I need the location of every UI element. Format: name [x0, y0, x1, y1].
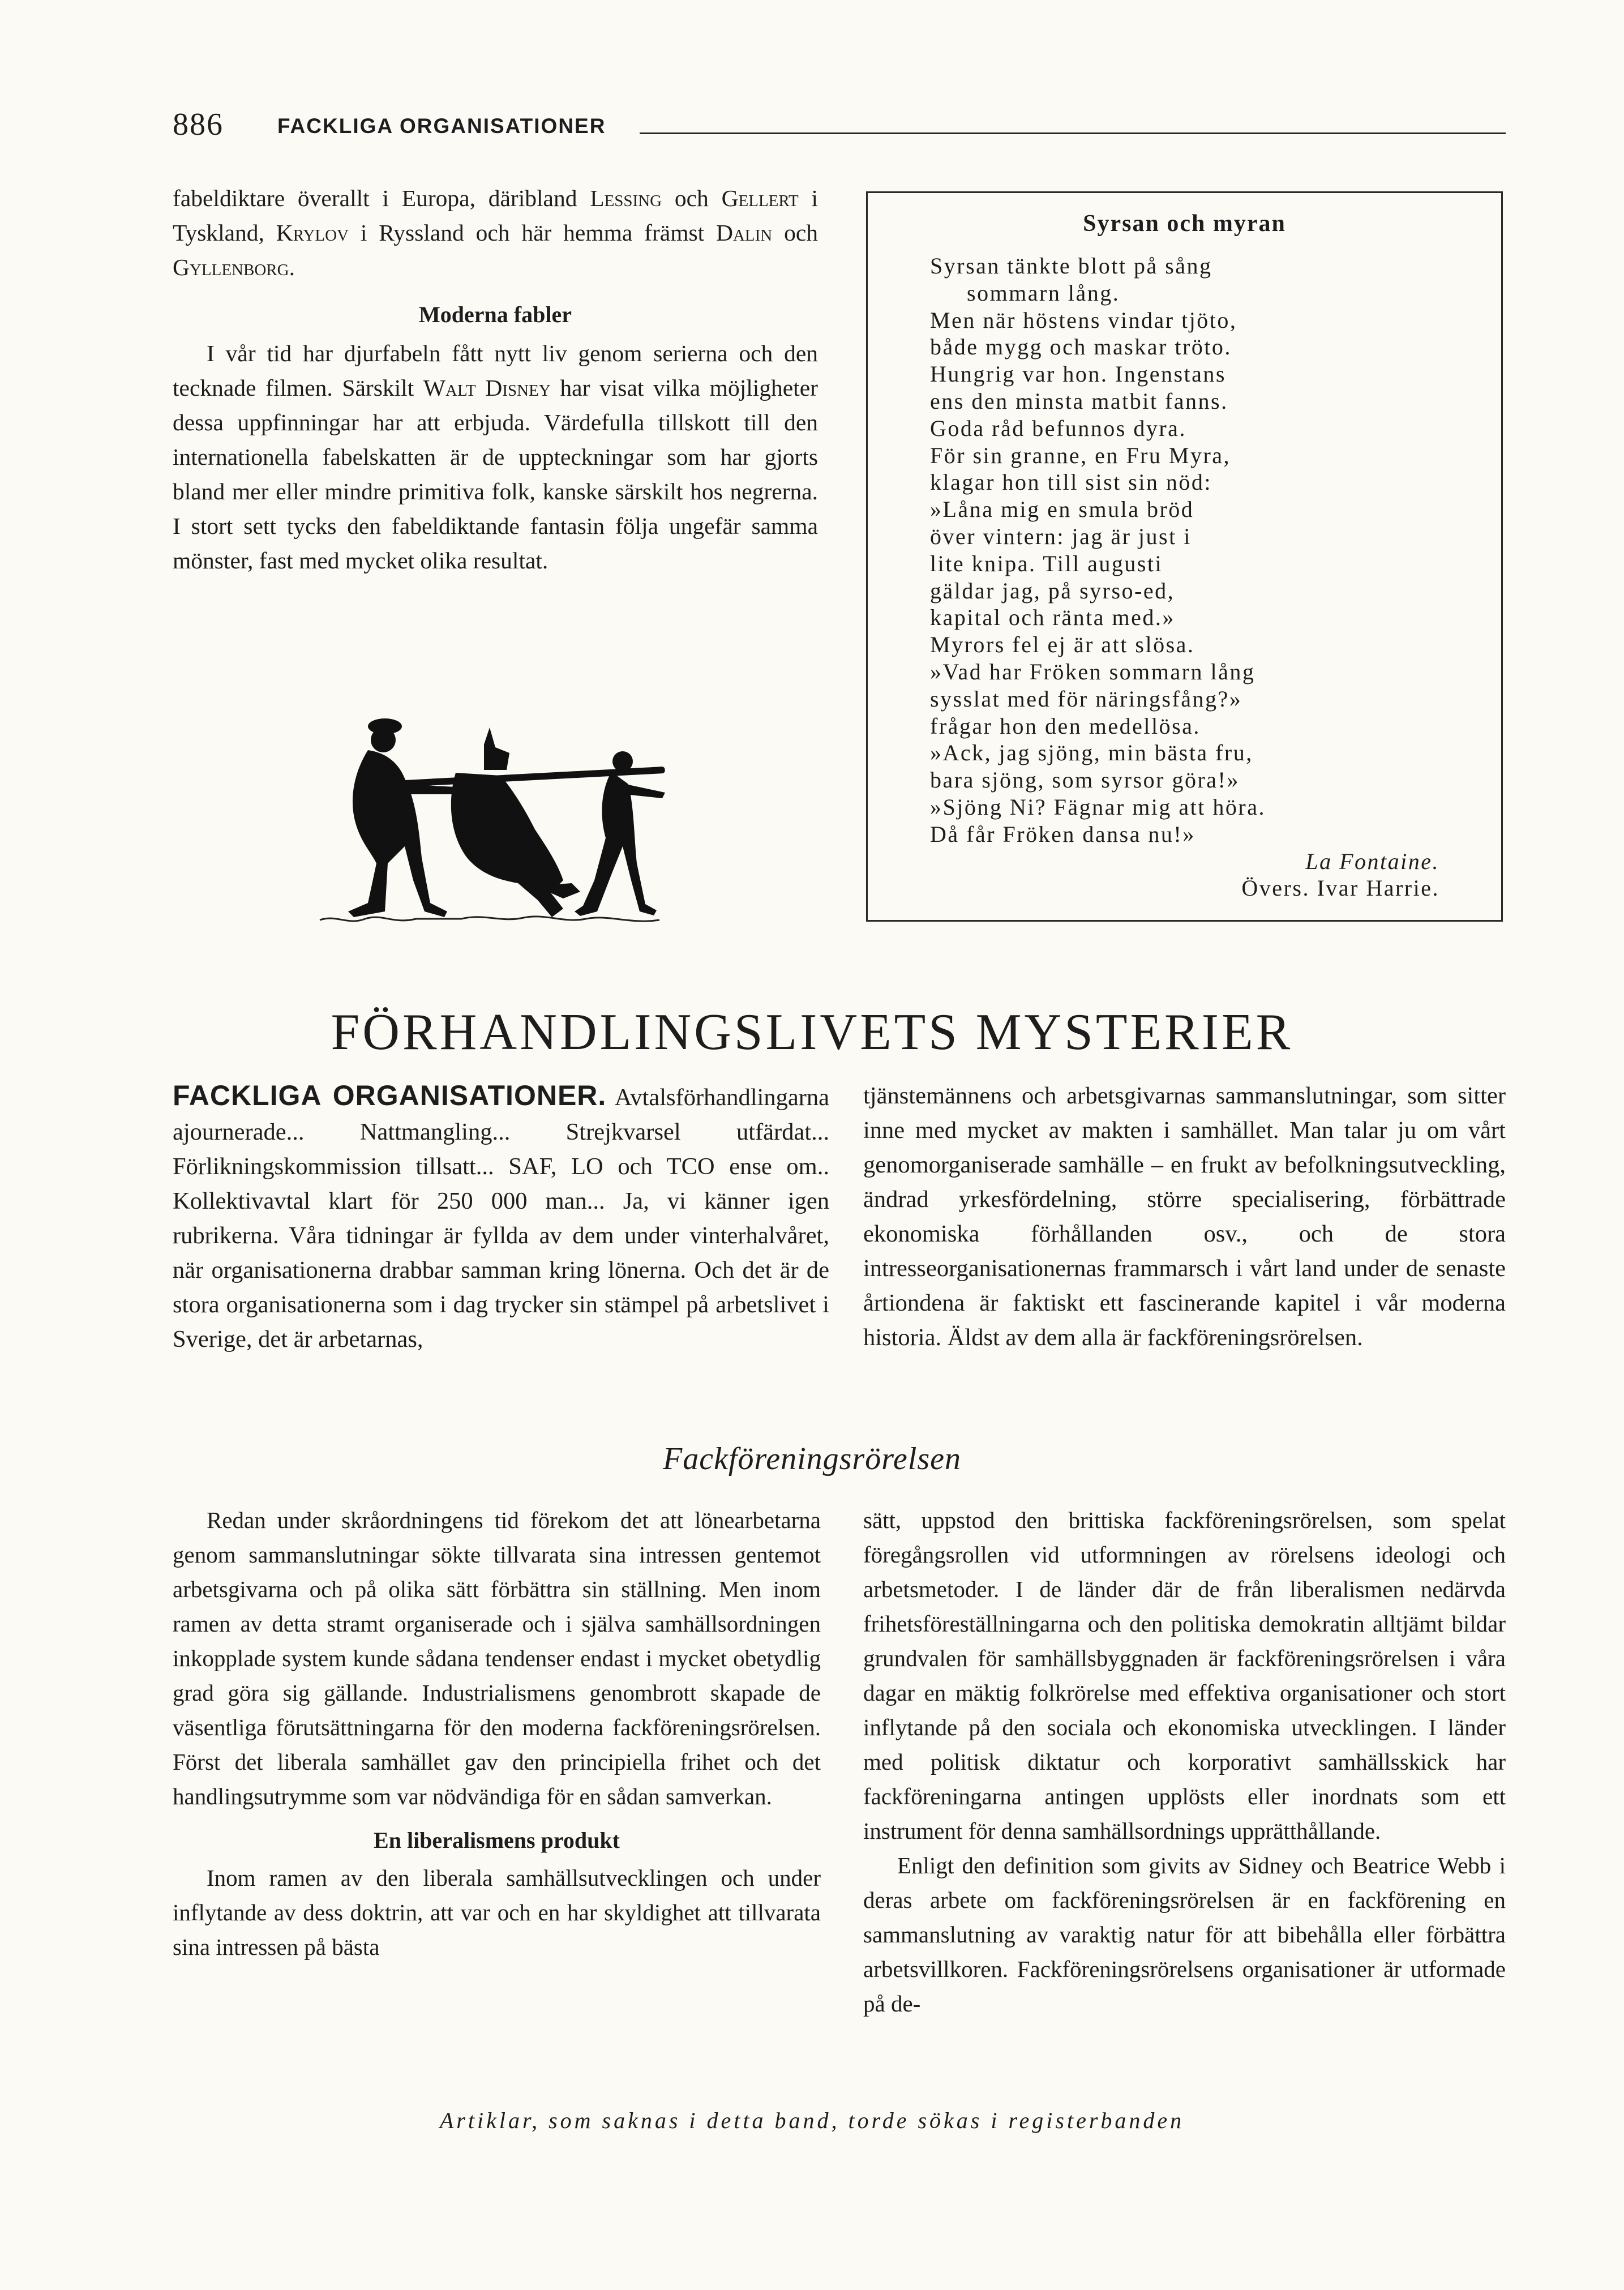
article-title: FÖRHANDLINGSLIVETS MYSTERIER	[331, 1003, 1293, 1060]
poem-line: bara sjöng, som syrsor göra!»	[930, 767, 1240, 793]
poem-line: Hungrig var hon. Ingenstans	[930, 361, 1226, 387]
poem-line: Men när höstens vindar tjöto,	[930, 307, 1237, 333]
section-title-fackforeningsrorelsen: Fackföreningsrörelsen	[663, 1441, 961, 1476]
body-left-column	[173, 1503, 821, 1964]
poem-line: Syrsan tänkte blott på sång	[930, 253, 1212, 279]
subhead-moderna-fabler: Moderna fabler	[419, 302, 572, 327]
poem-line: ens den minsta matbit fanns.	[930, 388, 1228, 414]
body-paragraph: Redan under skråordningens tid förekom det att lönearbetarna genom sammanslutningar sökte tillvarata sina intressen gentemot arbetsgivarna och på olika sätt förbättra sin ställning. Men inom ramen av detta stramt organiserade och i själva samhällsordningen inkopplade system kunde sådana tendenser endast i mycket obetydlig grad göra sig gällande. Industrialismens genombrott skapade de väsentliga förutsättningarna för den moderna fackföreningsrörelsen. Först det liberala samhället gav den principiella frihet och det handlingsutrymme som var nödvändiga för en sådan samverkan.	[173, 1507, 821, 1809]
poem-line: lite knipa. Till augusti	[930, 550, 1163, 576]
lead-left-column	[173, 1078, 829, 1356]
poem-line: frågar hon den medellösa.	[930, 713, 1201, 739]
poem-line: Då får Fröken dansa nu!»	[930, 821, 1195, 847]
lead-right-column	[863, 1078, 1506, 1355]
poem-lines	[930, 252, 1439, 902]
intro-paragraph-2: I vår tid har djurfabeln fått nytt liv genom serierna och den tecknade filmen. Särskilt Walt Disney har visat vilka möjligheter dessa uppfinningar har att erbjuda. Värdefulla tillskott till den internationella fabelskatten är de uppteckningar som har gjorts bland mer eller mindre primitiva folk, kanske särskilt hos negrerna. I stort sett tycks den fabeldiktande fantasin följa ungefär samma mönster, fast med mycket olika resultat.	[173, 340, 818, 573]
page-number: 886	[173, 107, 224, 142]
lead-paragraph: FACKLIGA ORGANISATIONER. Avtalsförhandlingarna ajournerade... Nattmangling... Strejkvarsel utfärdat... Förlikningskommission tillsatt... SAF, LO och TCO ense om.. Kollektivavtal klart för 250 000 man... Ja, vi känner igen rubrikerna. Våra tidningar är fyllda av dem under vinterhalvåret, när organisationerna drabbar samman kring lönerna. Och det är de stora organisationerna som i dag trycker sin stämpel på arbetslivet i Sverige, det är arbetarnas,	[173, 1080, 829, 1352]
poem-line: sysslat med för näringsfång?»	[930, 686, 1242, 712]
running-title: FACKLIGA ORGANISATIONER	[277, 114, 606, 138]
poem-line: Myrors fel ej är att slösa.	[930, 632, 1195, 658]
body-right-column	[863, 1503, 1506, 2021]
poem-title: Syrsan och myran	[1083, 211, 1286, 237]
poem-line: »Vad har Fröken sommarn lång	[930, 658, 1256, 684]
intro-paragraph-1: fabeldiktare överallt i Europa, däribland Lessing och Gellert i Tyskland, Krylov i Ryssland och här hemma främst Dalin och Gyllenborg.	[173, 185, 819, 280]
body-paragraph: Inom ramen av den liberala samhällsutvecklingen och under inflytande av dess doktrin, att var och en har skyldighet att tillvarata sina intressen på bästa	[173, 1865, 821, 1960]
poem-author: La Fontaine.	[1305, 848, 1439, 874]
poem-line: Goda råd befunnos dyra.	[930, 415, 1186, 441]
body-paragraph: Enligt den definition som givits av Sidney och Beatrice Webb i deras arbete om fackföreningsrörelsen är en fackförening en sammanslutning av varaktig natur för att bibehålla eller förbättra arbetsvillkoren. Fackföreningsrörelsens organisationer är utformade på de-	[863, 1852, 1506, 2017]
poem-line: »Låna mig en smula bröd	[930, 496, 1194, 523]
poem-line: sommarn lång.	[967, 280, 1120, 306]
poem-translator: Övers. Ivar Harrie.	[1241, 875, 1439, 901]
header-rule	[640, 132, 1506, 134]
poem-line: För sin granne, en Fru Myra,	[930, 442, 1231, 468]
poem-line: över vintern: jag är just i	[930, 523, 1192, 549]
poem-line: klagar hon till sist sin nöd:	[930, 469, 1212, 495]
poem-line: både mygg och maskar tröto.	[930, 334, 1232, 360]
poem-box	[866, 191, 1503, 922]
poem-line: gäldar jag, på syrso-ed,	[930, 577, 1175, 603]
fable-silhouette-illustration	[314, 694, 699, 931]
body-paragraph: sätt, uppstod den brittiska fackföreningsrörelsen, som spelat föregångsrollen vid utformningen av rörelsens ideologi och arbetsmetoder. I de länder där de från liberalismen nedärvda frihetsföreställningarna och den politiska demokratin alltjämt bildar grundvalen för samhällsbyggnaden är fackföreningsrörelsen i våra dagar en mäktig folkrörelse med effektiva organisationer och stort inflytande på den sociala och ekonomiska utvecklingen. I länder med politisk diktatur och korporativt samhällsskick har fackföreningarna antingen upplösts eller inordnats som ett instrument för denna samhällsordnings upprätthållande.	[863, 1507, 1506, 1844]
poem-line: »Ack, jag sjöng, min bästa fru,	[930, 740, 1253, 766]
lead-paragraph-continued: tjänstemännens och arbetsgivarnas sammanslutningar, som sitter inne med mycket av makten i samhället. Man talar ju om vårt genomorganiserade samhälle – en frukt av befolkningsutveckling, ändrad yrkesfördelning, större specialisering, förbättrade ekonomiska förhållanden osv., och de stora intresseorganisationernas frammarsch i vårt land under de senaste årtiondena är faktiskt ett fascinerande kapitel i vår moderna historia. Äldst av dem alla är fackföreningsrörelsen.	[863, 1082, 1506, 1351]
subhead-liberalismens-produkt: En liberalismens produkt	[374, 1827, 620, 1853]
lead-label: FACKLIGA ORGANISATIONER.	[173, 1080, 607, 1111]
poem-line: »Sjöng Ni? Fägnar mig att höra.	[930, 794, 1266, 820]
poem-line: kapital och ränta med.»	[930, 605, 1175, 631]
footer-note: Artiklar, som saknas i detta band, torde sökas i registerbanden	[439, 2108, 1185, 2133]
intro-column	[173, 181, 818, 578]
